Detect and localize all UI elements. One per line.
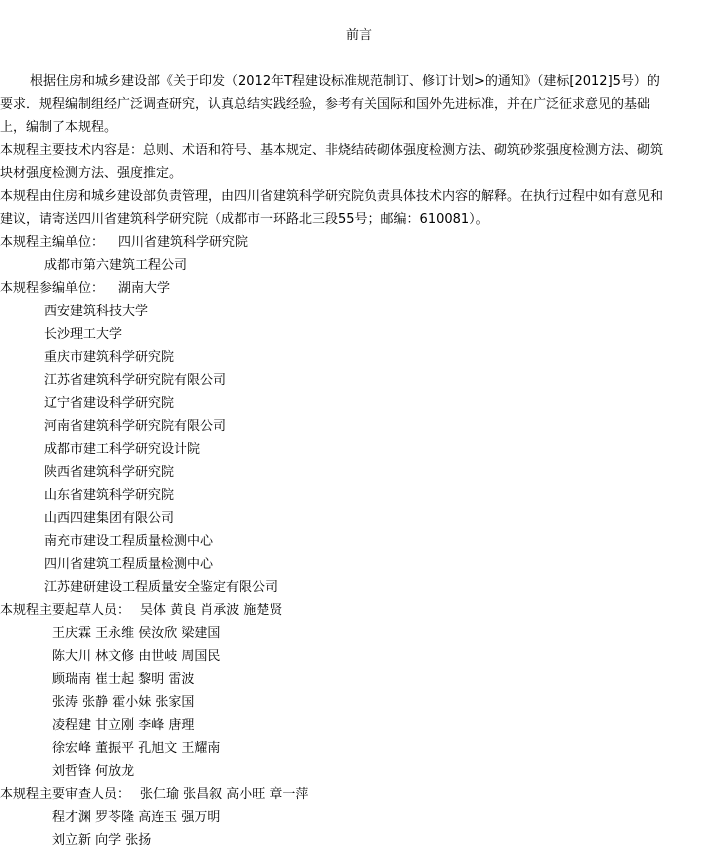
management-line-1: 本规程由住房和城乡建设部负责管理，由四川省建筑科学研究院负责具体技术内容的解释。在执行过程中如有意见和 bbox=[0, 189, 664, 204]
participating-unit-item: 南充市建设工程质量检测中心 bbox=[44, 534, 214, 549]
intro-line-2: 要求．规程编制组经广泛调查研究，认真总结实践经验，参考有关国际和国外先进标准，并在广泛征求意见的基础 bbox=[0, 97, 651, 112]
participating-unit-item: 江苏省建筑科学研究院有限公司 bbox=[44, 373, 227, 388]
page-title: 前言 bbox=[345, 28, 372, 43]
content-line-1: 本规程主要技术内容是：总则、术语和符号、基本规定、非烧结砖砌体强度检测方法、砌筑砂浆强度检测方法、砌筑 bbox=[0, 143, 664, 158]
participating-unit-item: 四川省建筑工程质量检测中心 bbox=[44, 557, 214, 572]
intro-line-1: 根据住房和城乡建设部《关于印发（2012年T程建设标准规范制订、修订计划>的通知》（建标[2012]5号）的 bbox=[30, 74, 660, 89]
intro-line-3: 上，编制了本规程。 bbox=[0, 120, 118, 135]
reviewers-line: 张仁瑜 张昌叙 高小旺 章一萍 bbox=[140, 787, 309, 802]
management-line-2: 建议，请寄送四川省建筑科学研究院（成都市一环路北三段55号；邮编：610081）。 bbox=[0, 212, 489, 227]
reviewers-line: 刘立新 向学 张扬 bbox=[52, 833, 152, 848]
drafters-line: 王庆霖 王永维 侯汝欣 梁建国 bbox=[52, 626, 221, 641]
chief-units-label: 本规程主编单位： bbox=[0, 235, 105, 250]
drafters-line: 凌程建 甘立刚 李峰 唐理 bbox=[52, 718, 195, 733]
participating-units-label: 本规程参编单位： bbox=[0, 281, 105, 296]
drafters-label: 本规程主要起草人员： bbox=[0, 603, 131, 618]
reviewers-label: 本规程主要审查人员： bbox=[0, 787, 131, 802]
participating-unit-item: 湖南大学 bbox=[118, 281, 171, 296]
drafters-line: 徐宏峰 董振平 孔旭文 王耀南 bbox=[52, 741, 221, 756]
participating-unit-item: 成都市建工科学研究设计院 bbox=[44, 442, 201, 457]
participating-unit-item: 山西四建集团有限公司 bbox=[44, 511, 175, 526]
participating-unit-item: 陕西省建筑科学研究院 bbox=[44, 465, 175, 480]
content-line-2: 块材强度检测方法、强度推定。 bbox=[0, 166, 183, 181]
drafters-line: 刘哲锋 何放龙 bbox=[52, 764, 135, 779]
chief-unit-item: 四川省建筑科学研究院 bbox=[118, 235, 249, 250]
participating-unit-item: 山东省建筑科学研究院 bbox=[44, 488, 175, 503]
participating-unit-item: 重庆市建筑科学研究院 bbox=[44, 350, 175, 365]
drafters-line: 陈大川 林文修 由世岐 周国民 bbox=[52, 649, 221, 664]
participating-unit-item: 江苏建研建设工程质量安全鉴定有限公司 bbox=[44, 580, 279, 595]
drafters-line: 吴体 黄良 肖承波 施楚贤 bbox=[140, 603, 283, 618]
chief-unit-item: 成都市第六建筑工程公司 bbox=[44, 258, 188, 273]
participating-unit-item: 河南省建筑科学研究院有限公司 bbox=[44, 419, 227, 434]
drafters-line: 张涛 张静 霍小妹 张家国 bbox=[52, 695, 195, 710]
participating-unit-item: 西安建筑科技大学 bbox=[44, 304, 149, 319]
participating-unit-item: 辽宁省建设科学研究院 bbox=[44, 396, 175, 411]
drafters-line: 顾瑞南 崔士起 黎明 雷波 bbox=[52, 672, 195, 687]
reviewers-line: 程才渊 罗苓隆 高连玉 强万明 bbox=[52, 810, 221, 825]
participating-unit-item: 长沙理工大学 bbox=[44, 327, 123, 342]
